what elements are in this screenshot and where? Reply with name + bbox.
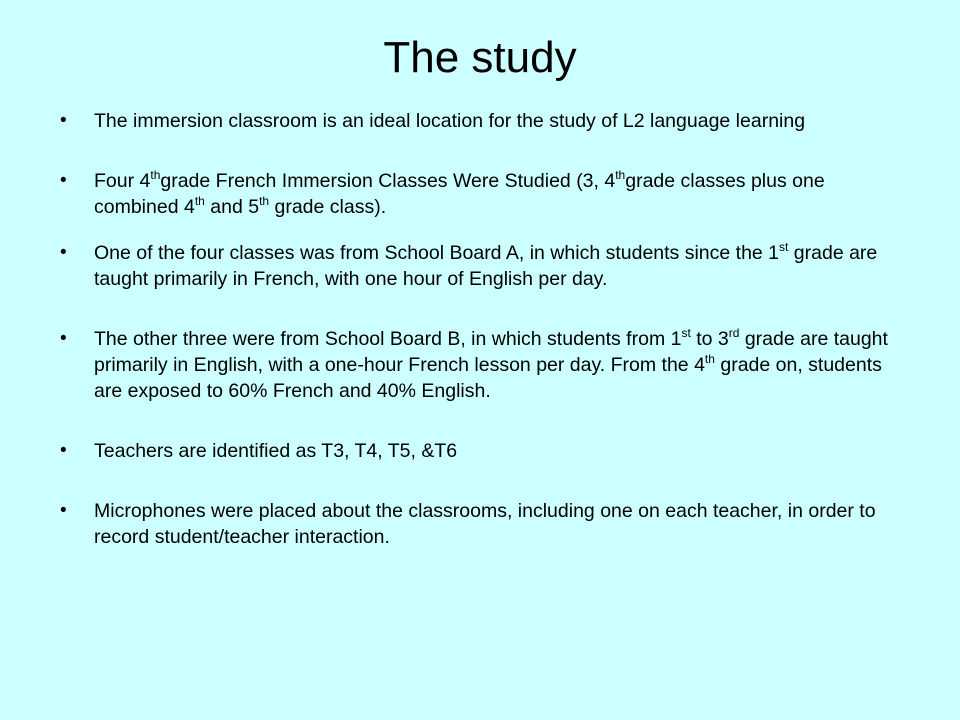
bullet-dot: • [60, 170, 67, 191]
slide-title: The study [383, 33, 577, 82]
bullet-text: Teachers are identified as T3, T4, T5, &T6 [94, 440, 458, 462]
bullet-text: The other three were from School Board B, in which students from 1st to 3rd grade are taught primarily in English, with a one-hour French lesson per day. From the 4th grade on, students are exposed to 60% French and 40% English. [94, 326, 888, 402]
bullet-item-4 [60, 326, 900, 404]
bullet-list [60, 108, 900, 550]
bullet-dot: • [60, 500, 67, 521]
bullet-dot: • [60, 440, 67, 461]
bullet-dot: • [60, 242, 67, 263]
bullet-item-5 [60, 438, 900, 464]
bullet-item-1 [60, 108, 900, 134]
bullet-text: Four 4thgrade French Immersion Classes Were Studied (3, 4thgrade classes plus one combined 4th and 5th grade class). [94, 168, 825, 218]
bullet-item-6 [60, 498, 900, 550]
bullet-dot: • [60, 328, 67, 349]
bullet-text: The immersion classroom is an ideal location for the study of L2 language learning [94, 110, 806, 132]
bullet-text: Microphones were placed about the classrooms, including one on each teacher, in order to record student/teacher interaction. [94, 500, 876, 548]
bullet-text: One of the four classes was from School Board A, in which students since the 1st grade are taught primarily in French, with one hour of English per day. [94, 240, 878, 290]
bullet-dot: • [60, 110, 67, 131]
bullet-item-3 [60, 240, 900, 292]
bullet-item-2 [60, 168, 900, 220]
